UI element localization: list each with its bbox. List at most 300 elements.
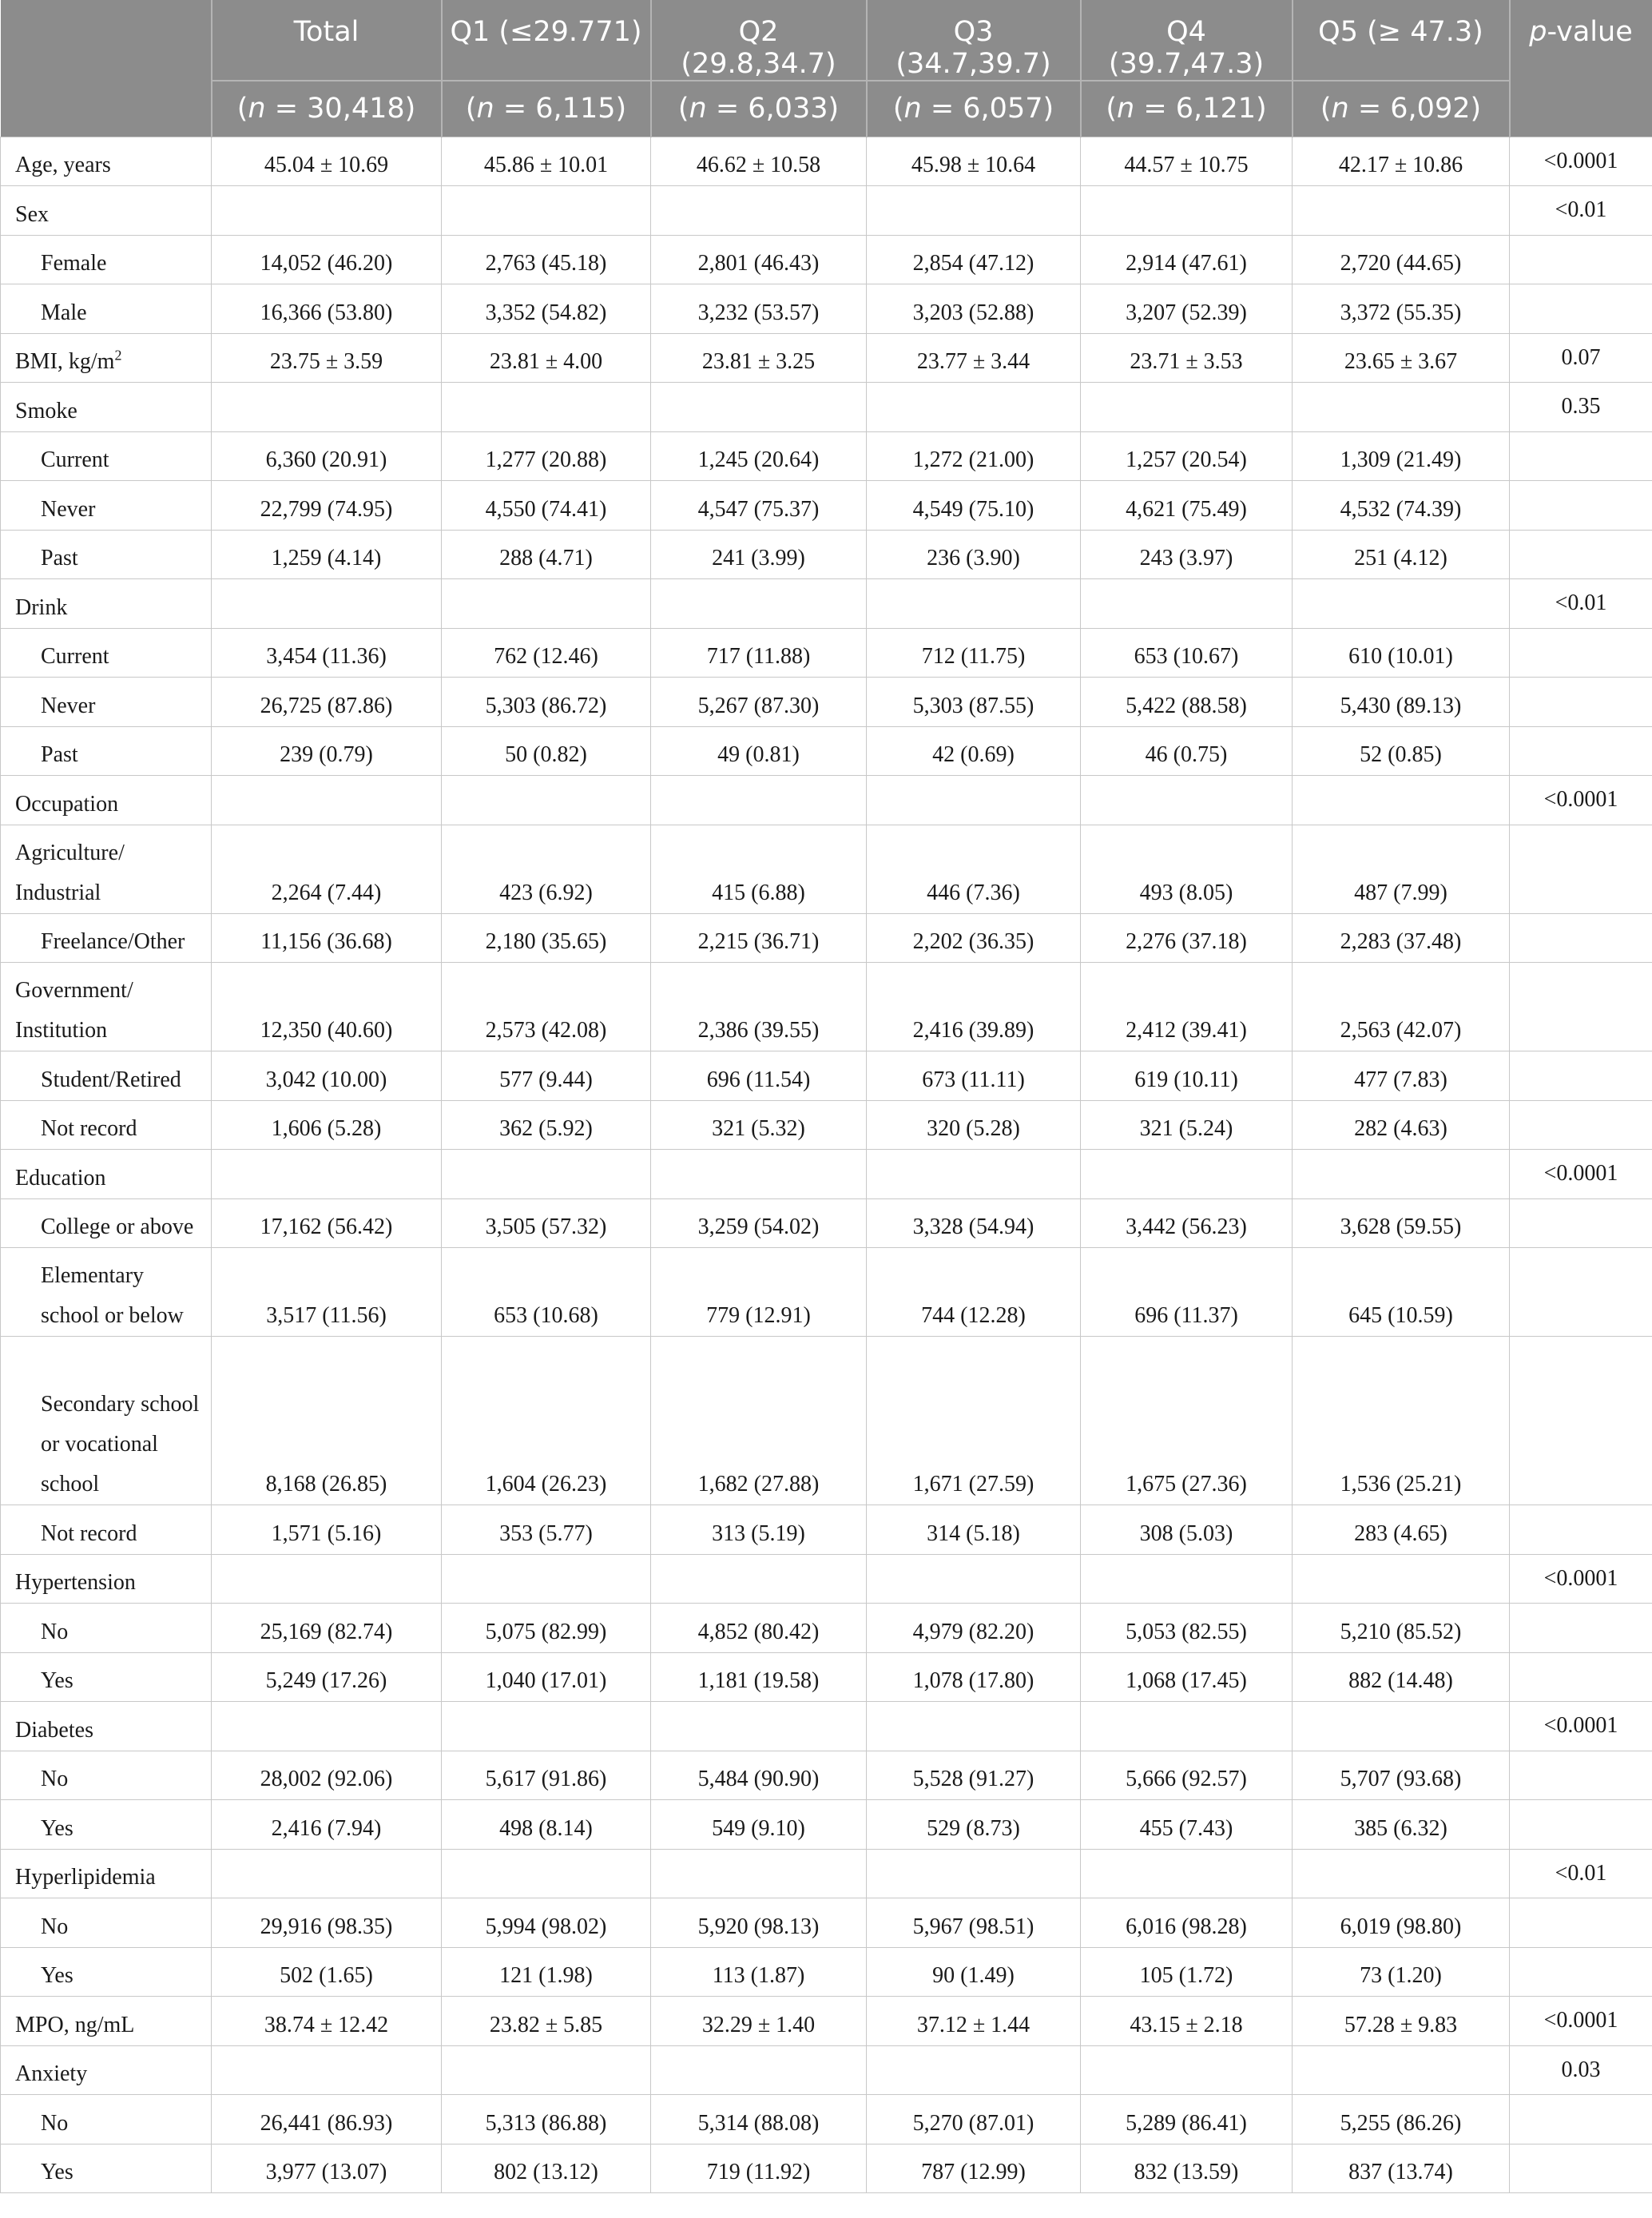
n-open: ( xyxy=(892,93,904,125)
value-cell xyxy=(1081,1702,1293,1751)
value-cell: 43.15 ± 2.18 xyxy=(1081,1997,1293,2046)
value-cell: 5,210 (85.52) xyxy=(1293,1604,1510,1653)
pvalue-cell xyxy=(1510,628,1652,678)
value-cell: 2,416 (7.94) xyxy=(212,1800,442,1850)
value-cell: 2,563 (42.07) xyxy=(1293,963,1510,1051)
row-label xyxy=(1,1248,212,1337)
table-row xyxy=(1,1898,1652,1948)
value-cell: 90 (1.49) xyxy=(867,1947,1081,1997)
row-label xyxy=(1,1150,212,1199)
table-header xyxy=(1,0,1652,137)
value-cell: 5,075 (82.99) xyxy=(442,1604,651,1653)
pvalue-cell xyxy=(1510,1800,1652,1850)
header-subtitle: (34.7,39.7) xyxy=(895,48,1051,80)
value-cell: 32.29 ± 1.40 xyxy=(651,1997,867,2046)
value-cell xyxy=(1081,579,1293,629)
row-label-text: Hypertension xyxy=(15,1570,136,1595)
row-label xyxy=(1,431,212,481)
row-label-text: Yes xyxy=(41,1815,73,1841)
row-label-text: Never xyxy=(41,693,96,718)
value-cell: 2,720 (44.65) xyxy=(1293,235,1510,284)
n-open: ( xyxy=(1320,93,1332,125)
value-cell: 1,040 (17.01) xyxy=(442,1652,651,1702)
value-cell: 23.81 ± 3.25 xyxy=(651,333,867,383)
value-cell: 321 (5.24) xyxy=(1081,1100,1293,1150)
value-cell: 243 (3.97) xyxy=(1081,530,1293,579)
row-label-text: No xyxy=(41,2110,69,2136)
value-cell: 882 (14.48) xyxy=(1293,1652,1510,1702)
row-label-text: Occupation xyxy=(15,791,119,817)
value-cell: 645 (10.59) xyxy=(1293,1248,1510,1337)
header-col-q2 xyxy=(651,0,867,81)
table-row xyxy=(1,825,1652,913)
value-cell xyxy=(651,1849,867,1898)
row-label xyxy=(1,1997,212,2046)
row-label xyxy=(1,1849,212,1898)
pvalue-cell xyxy=(1510,963,1652,1051)
row-label xyxy=(1,1198,212,1248)
value-cell: 5,053 (82.55) xyxy=(1081,1604,1293,1653)
row-label xyxy=(1,678,212,727)
value-cell: 121 (1.98) xyxy=(442,1947,651,1997)
table-row xyxy=(1,235,1652,284)
n-value: = 6,121) xyxy=(1143,93,1267,125)
value-cell: 3,442 (56.23) xyxy=(1081,1198,1293,1248)
pvalue-cell: <0.0001 xyxy=(1510,137,1652,186)
row-label-text: Past xyxy=(41,546,78,570)
row-label-text: Yes xyxy=(41,1963,73,1988)
value-cell xyxy=(1081,186,1293,236)
value-cell: 3,454 (11.36) xyxy=(212,628,442,678)
value-cell: 5,707 (93.68) xyxy=(1293,1751,1510,1800)
table-row xyxy=(1,1505,1652,1555)
value-cell xyxy=(442,1150,651,1199)
n-open: ( xyxy=(236,93,248,125)
value-cell: 25,169 (82.74) xyxy=(212,1604,442,1653)
value-cell: 577 (9.44) xyxy=(442,1051,651,1101)
value-cell xyxy=(442,776,651,825)
table-row xyxy=(1,579,1652,629)
row-label-text: No xyxy=(41,1619,69,1644)
n-open: ( xyxy=(1106,93,1117,125)
value-cell: 5,249 (17.26) xyxy=(212,1652,442,1702)
value-cell: 2,573 (42.08) xyxy=(442,963,651,1051)
value-cell: 5,994 (98.02) xyxy=(442,1898,651,1948)
table-row xyxy=(1,963,1652,1051)
row-label-text: Not record xyxy=(41,1520,137,1546)
value-cell xyxy=(212,1554,442,1604)
row-label-text: Male xyxy=(41,300,87,325)
value-cell: 42.17 ± 10.86 xyxy=(1293,137,1510,186)
value-cell: 2,215 (36.71) xyxy=(651,913,867,963)
value-cell: 3,042 (10.00) xyxy=(212,1051,442,1101)
value-cell: 744 (12.28) xyxy=(867,1248,1081,1337)
value-cell xyxy=(1293,186,1510,236)
value-cell: 113 (1.87) xyxy=(651,1947,867,1997)
header-title: Q5 (≥ 47.3) xyxy=(1318,16,1483,48)
n-open: ( xyxy=(465,93,477,125)
row-label-text: Past xyxy=(41,742,78,767)
pvalue-cell: <0.01 xyxy=(1510,186,1652,236)
value-cell: 3,203 (52.88) xyxy=(867,284,1081,334)
pvalue-cell xyxy=(1510,431,1652,481)
value-cell xyxy=(1293,776,1510,825)
value-cell xyxy=(1081,1849,1293,1898)
value-cell: 5,314 (88.08) xyxy=(651,2095,867,2144)
n-value: = 6,057) xyxy=(930,93,1054,125)
value-cell: 2,412 (39.41) xyxy=(1081,963,1293,1051)
pvalue-rest: -value xyxy=(1547,16,1633,48)
n-symbol: n xyxy=(689,93,707,125)
header-subtitle: (29.8,34.7) xyxy=(681,48,836,80)
value-cell: 3,259 (54.02) xyxy=(651,1198,867,1248)
value-cell: 38.74 ± 12.42 xyxy=(212,1997,442,2046)
value-cell xyxy=(212,2045,442,2095)
value-cell: 4,852 (80.42) xyxy=(651,1604,867,1653)
row-label xyxy=(1,825,212,913)
row-label xyxy=(1,1898,212,1948)
value-cell xyxy=(212,1150,442,1199)
value-cell xyxy=(651,1150,867,1199)
value-cell: 46 (0.75) xyxy=(1081,726,1293,776)
table-row xyxy=(1,137,1652,186)
table-row xyxy=(1,2144,1652,2193)
header-col-q1 xyxy=(442,0,651,81)
value-cell: 3,977 (13.07) xyxy=(212,2144,442,2193)
row-label xyxy=(1,137,212,186)
row-label xyxy=(1,579,212,629)
value-cell: 42 (0.69) xyxy=(867,726,1081,776)
value-cell: 5,303 (86.72) xyxy=(442,678,651,727)
row-label xyxy=(1,1751,212,1800)
header-n-q3 xyxy=(867,81,1081,137)
value-cell: 45.98 ± 10.64 xyxy=(867,137,1081,186)
value-cell: 3,505 (57.32) xyxy=(442,1198,651,1248)
value-cell: 696 (11.37) xyxy=(1081,1248,1293,1337)
value-cell xyxy=(1081,1150,1293,1199)
row-label-text: Elementary school or below xyxy=(41,1263,184,1328)
value-cell xyxy=(1293,1150,1510,1199)
value-cell: 2,276 (37.18) xyxy=(1081,913,1293,963)
row-label xyxy=(1,1051,212,1101)
value-cell: 696 (11.54) xyxy=(651,1051,867,1101)
n-value: = 30,418) xyxy=(274,93,416,125)
value-cell xyxy=(212,383,442,432)
value-cell: 1,606 (5.28) xyxy=(212,1100,442,1150)
row-label xyxy=(1,1337,212,1505)
row-label-text: Sex xyxy=(15,201,49,227)
value-cell: 502 (1.65) xyxy=(212,1947,442,1997)
value-cell: 353 (5.77) xyxy=(442,1505,651,1555)
row-label-text: Education xyxy=(15,1165,106,1190)
table-row xyxy=(1,1849,1652,1898)
table-row xyxy=(1,1947,1652,1997)
row-label-text: Student/Retired xyxy=(41,1067,181,1092)
value-cell: 487 (7.99) xyxy=(1293,825,1510,913)
table-row xyxy=(1,1604,1652,1653)
pvalue-cell xyxy=(1510,530,1652,579)
value-cell: 28,002 (92.06) xyxy=(212,1751,442,1800)
value-cell: 239 (0.79) xyxy=(212,726,442,776)
value-cell: 2,763 (45.18) xyxy=(442,235,651,284)
row-label xyxy=(1,530,212,579)
value-cell: 73 (1.20) xyxy=(1293,1947,1510,1997)
row-label-text: No xyxy=(41,1767,69,1791)
row-label-text: Current xyxy=(41,447,109,472)
row-label xyxy=(1,1702,212,1751)
pvalue-cell: 0.03 xyxy=(1510,2045,1652,2095)
value-cell: 3,372 (55.35) xyxy=(1293,284,1510,334)
row-label xyxy=(1,1604,212,1653)
table-row xyxy=(1,1751,1652,1800)
value-cell xyxy=(212,579,442,629)
value-cell: 2,283 (37.48) xyxy=(1293,913,1510,963)
n-symbol: n xyxy=(903,93,922,125)
row-label xyxy=(1,776,212,825)
value-cell xyxy=(867,2045,1081,2095)
pvalue-cell xyxy=(1510,1652,1652,1702)
value-cell: 5,430 (89.13) xyxy=(1293,678,1510,727)
value-cell xyxy=(867,776,1081,825)
value-cell: 1,604 (26.23) xyxy=(442,1337,651,1505)
value-cell: 673 (11.11) xyxy=(867,1051,1081,1101)
value-cell: 251 (4.12) xyxy=(1293,530,1510,579)
value-cell: 313 (5.19) xyxy=(651,1505,867,1555)
value-cell xyxy=(867,1554,1081,1604)
pvalue-cell xyxy=(1510,2095,1652,2144)
value-cell xyxy=(867,186,1081,236)
n-symbol: n xyxy=(476,93,494,125)
value-cell xyxy=(442,383,651,432)
value-cell: 446 (7.36) xyxy=(867,825,1081,913)
header-n-q5 xyxy=(1293,81,1510,137)
value-cell: 3,232 (53.57) xyxy=(651,284,867,334)
pvalue-cell xyxy=(1510,284,1652,334)
value-cell: 415 (6.88) xyxy=(651,825,867,913)
row-label-text: Current xyxy=(41,644,109,669)
value-cell: 105 (1.72) xyxy=(1081,1947,1293,1997)
value-cell: 29,916 (98.35) xyxy=(212,1898,442,1948)
value-cell: 50 (0.82) xyxy=(442,726,651,776)
row-label xyxy=(1,726,212,776)
row-label xyxy=(1,2144,212,2193)
table-body xyxy=(1,137,1652,2193)
row-label xyxy=(1,1652,212,1702)
row-label-text: Diabetes xyxy=(15,1717,93,1743)
pvalue-cell xyxy=(1510,678,1652,727)
value-cell xyxy=(651,579,867,629)
header-row-counts xyxy=(1,81,1652,137)
value-cell xyxy=(442,1849,651,1898)
table-row xyxy=(1,530,1652,579)
row-label-text: Freelance/Other xyxy=(41,929,185,954)
pvalue-cell: 0.07 xyxy=(1510,333,1652,383)
value-cell xyxy=(442,1554,651,1604)
value-cell: 6,016 (98.28) xyxy=(1081,1898,1293,1948)
value-cell: 23.71 ± 3.53 xyxy=(1081,333,1293,383)
pvalue-cell: <0.0001 xyxy=(1510,1997,1652,2046)
value-cell: 719 (11.92) xyxy=(651,2144,867,2193)
table-row xyxy=(1,776,1652,825)
row-label-text: Agriculture/ Industrial xyxy=(15,840,125,905)
value-cell: 5,267 (87.30) xyxy=(651,678,867,727)
value-cell: 288 (4.71) xyxy=(442,530,651,579)
value-cell: 11,156 (36.68) xyxy=(212,913,442,963)
table-row xyxy=(1,678,1652,727)
row-label xyxy=(1,1505,212,1555)
value-cell: 3,207 (52.39) xyxy=(1081,284,1293,334)
pvalue-cell xyxy=(1510,726,1652,776)
value-cell: 1,078 (17.80) xyxy=(867,1652,1081,1702)
value-cell xyxy=(442,186,651,236)
pvalue-cell: <0.0001 xyxy=(1510,776,1652,825)
value-cell: 6,019 (98.80) xyxy=(1293,1898,1510,1948)
row-label xyxy=(1,628,212,678)
value-cell: 787 (12.99) xyxy=(867,2144,1081,2193)
pvalue-cell: <0.0001 xyxy=(1510,1150,1652,1199)
value-cell: 241 (3.99) xyxy=(651,530,867,579)
value-cell xyxy=(212,1702,442,1751)
value-cell xyxy=(442,1702,651,1751)
value-cell: 2,914 (47.61) xyxy=(1081,235,1293,284)
value-cell: 1,309 (21.49) xyxy=(1293,431,1510,481)
table-row xyxy=(1,726,1652,776)
row-label-text: Secondary school or vocational school xyxy=(41,1392,200,1497)
table-row xyxy=(1,481,1652,531)
value-cell: 44.57 ± 10.75 xyxy=(1081,137,1293,186)
value-cell: 23.82 ± 5.85 xyxy=(442,1997,651,2046)
value-cell: 455 (7.43) xyxy=(1081,1800,1293,1850)
row-label xyxy=(1,2045,212,2095)
row-label-superscript: 2 xyxy=(114,347,122,364)
row-label xyxy=(1,383,212,432)
n-symbol: n xyxy=(248,93,266,125)
row-label xyxy=(1,235,212,284)
value-cell: 5,528 (91.27) xyxy=(867,1751,1081,1800)
row-label-text: Never xyxy=(41,496,96,522)
value-cell: 1,571 (5.16) xyxy=(212,1505,442,1555)
table-row xyxy=(1,333,1652,383)
pvalue-cell xyxy=(1510,1100,1652,1150)
row-label xyxy=(1,481,212,531)
table-row xyxy=(1,2045,1652,2095)
n-value: = 6,033) xyxy=(715,93,840,125)
value-cell: 1,671 (27.59) xyxy=(867,1337,1081,1505)
pvalue-cell: 0.35 xyxy=(1510,383,1652,432)
header-title: Q1 (≤29.771) xyxy=(450,16,642,48)
header-col-total xyxy=(212,0,442,81)
value-cell: 23.81 ± 4.00 xyxy=(442,333,651,383)
value-cell: 717 (11.88) xyxy=(651,628,867,678)
header-col-pvalue xyxy=(1510,0,1652,137)
value-cell: 5,666 (92.57) xyxy=(1081,1751,1293,1800)
row-label-text: BMI, kg/m xyxy=(15,349,115,374)
value-cell: 1,682 (27.88) xyxy=(651,1337,867,1505)
header-n-q4 xyxy=(1081,81,1293,137)
pvalue-cell xyxy=(1510,1604,1652,1653)
row-label xyxy=(1,2095,212,2144)
value-cell xyxy=(442,579,651,629)
n-open: ( xyxy=(677,93,689,125)
table-row xyxy=(1,431,1652,481)
value-cell: 282 (4.63) xyxy=(1293,1100,1510,1150)
row-label-text: College or above xyxy=(41,1214,194,1239)
value-cell: 802 (13.12) xyxy=(442,2144,651,2193)
value-cell: 2,264 (7.44) xyxy=(212,825,442,913)
row-label-text: Yes xyxy=(41,1668,73,1693)
value-cell: 5,303 (87.55) xyxy=(867,678,1081,727)
row-label-text: Yes xyxy=(41,2160,73,2184)
header-title: Q3 xyxy=(953,16,994,48)
header-n-q1 xyxy=(442,81,651,137)
header-col-q4 xyxy=(1081,0,1293,81)
value-cell xyxy=(212,1849,442,1898)
row-label-text: MPO, ng/mL xyxy=(15,2012,135,2037)
value-cell: 4,621 (75.49) xyxy=(1081,481,1293,531)
header-title: Q4 xyxy=(1166,16,1206,48)
pvalue-cell xyxy=(1510,1505,1652,1555)
row-label-text: Hyperlipidemia xyxy=(15,1865,156,1890)
value-cell: 57.28 ± 9.83 xyxy=(1293,1997,1510,2046)
value-cell: 3,352 (54.82) xyxy=(442,284,651,334)
value-cell: 5,920 (98.13) xyxy=(651,1898,867,1948)
table-row xyxy=(1,913,1652,963)
n-value: = 6,092) xyxy=(1357,93,1482,125)
row-label xyxy=(1,1100,212,1150)
value-cell: 653 (10.68) xyxy=(442,1248,651,1337)
value-cell xyxy=(1293,1702,1510,1751)
value-cell: 1,675 (27.36) xyxy=(1081,1337,1293,1505)
value-cell: 1,257 (20.54) xyxy=(1081,431,1293,481)
pvalue-cell xyxy=(1510,1898,1652,1948)
value-cell: 17,162 (56.42) xyxy=(212,1198,442,1248)
value-cell xyxy=(867,383,1081,432)
table-row xyxy=(1,628,1652,678)
value-cell xyxy=(1293,2045,1510,2095)
value-cell: 619 (10.11) xyxy=(1081,1051,1293,1101)
value-cell: 49 (0.81) xyxy=(651,726,867,776)
value-cell: 385 (6.32) xyxy=(1293,1800,1510,1850)
pvalue-cell xyxy=(1510,913,1652,963)
value-cell: 236 (3.90) xyxy=(867,530,1081,579)
header-row-titles xyxy=(1,0,1652,81)
value-cell: 308 (5.03) xyxy=(1081,1505,1293,1555)
header-col-q5 xyxy=(1293,0,1510,81)
value-cell xyxy=(1293,1849,1510,1898)
n-symbol: n xyxy=(1331,93,1349,125)
table-row xyxy=(1,1150,1652,1199)
value-cell: 46.62 ± 10.58 xyxy=(651,137,867,186)
table-row xyxy=(1,1997,1652,2046)
row-label xyxy=(1,1947,212,1997)
value-cell: 1,536 (25.21) xyxy=(1293,1337,1510,1505)
value-cell: 4,532 (74.39) xyxy=(1293,481,1510,531)
value-cell: 4,547 (75.37) xyxy=(651,481,867,531)
value-cell xyxy=(212,186,442,236)
pvalue-cell xyxy=(1510,1248,1652,1337)
value-cell: 23.77 ± 3.44 xyxy=(867,333,1081,383)
value-cell: 320 (5.28) xyxy=(867,1100,1081,1150)
value-cell: 6,360 (20.91) xyxy=(212,431,442,481)
pvalue-cell xyxy=(1510,1947,1652,1997)
row-label xyxy=(1,913,212,963)
table-row xyxy=(1,186,1652,236)
row-label xyxy=(1,1800,212,1850)
value-cell xyxy=(1081,383,1293,432)
table-row xyxy=(1,1800,1652,1850)
value-cell xyxy=(867,1150,1081,1199)
header-corner xyxy=(1,0,212,137)
